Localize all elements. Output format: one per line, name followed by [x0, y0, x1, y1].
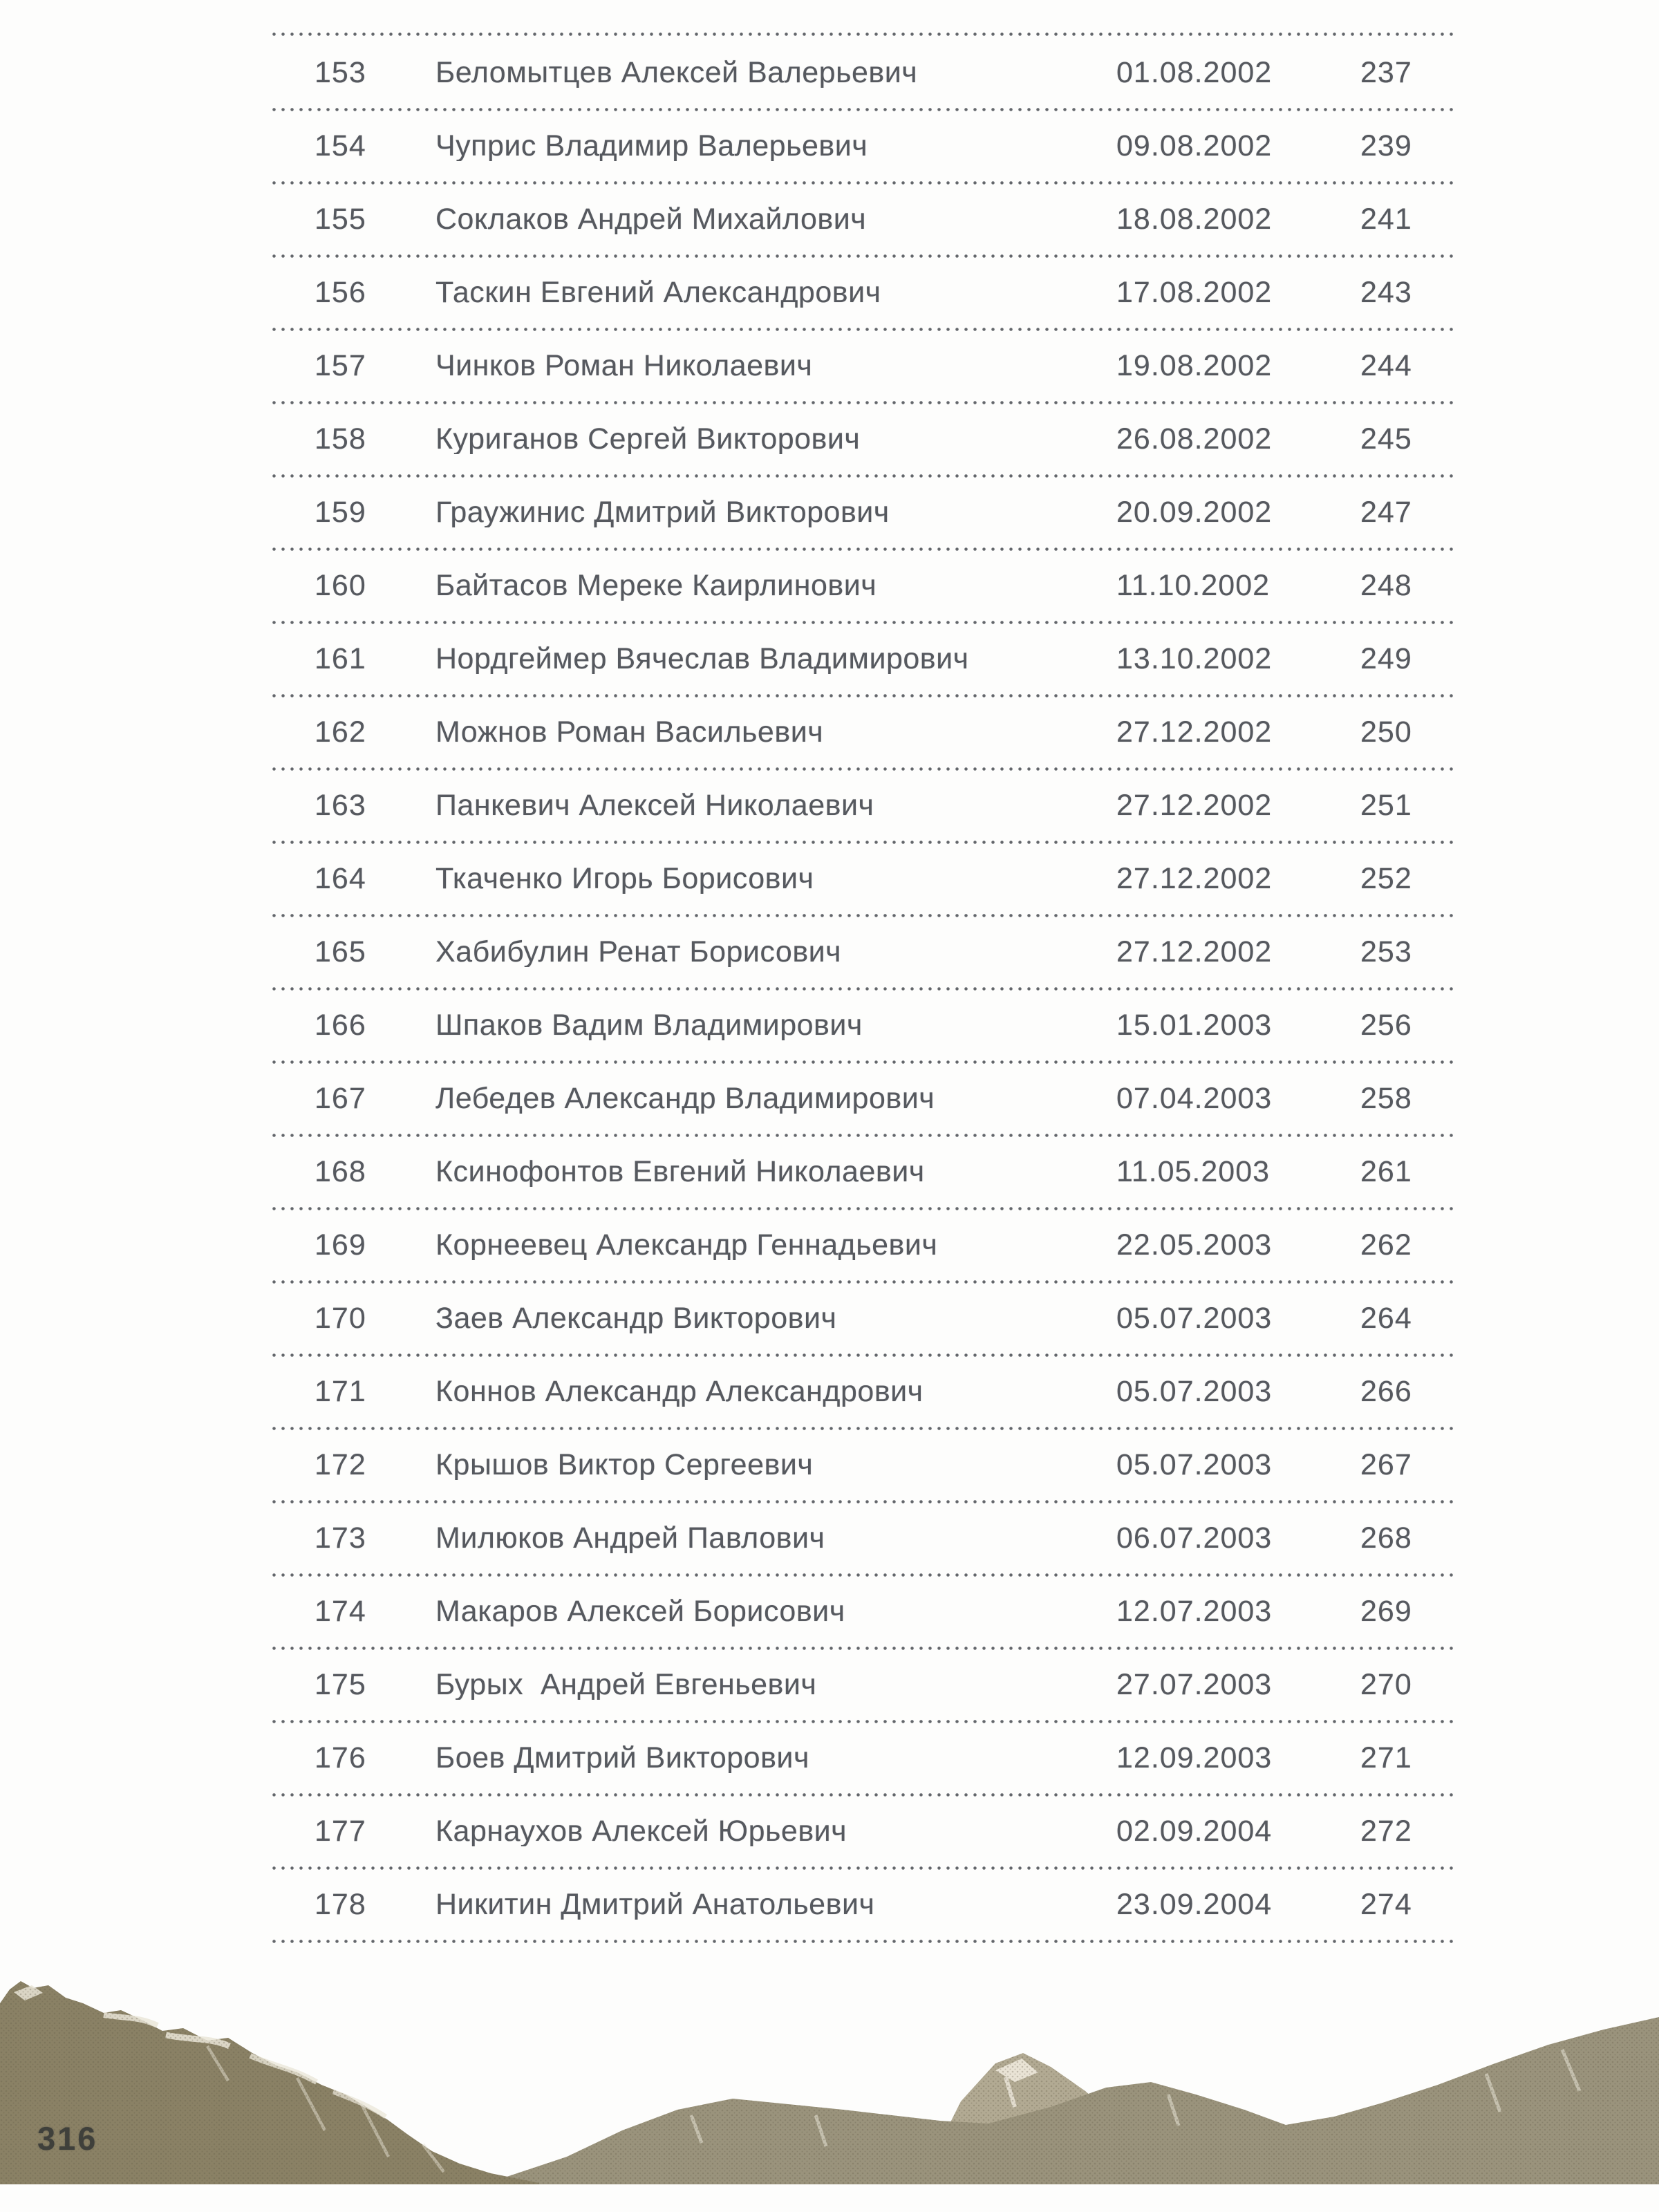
ascent-date: 27.12.2002 [1116, 788, 1273, 822]
row-number: 161 [315, 641, 366, 675]
table-row [270, 1428, 1455, 1501]
ascent-date: 20.09.2002 [1116, 495, 1273, 529]
row-number: 169 [315, 1228, 366, 1262]
mountain-landscape-photo [0, 1949, 1659, 2184]
certificate-number: 252 [1360, 861, 1412, 895]
table-row [270, 769, 1455, 842]
certificate-number: 258 [1360, 1081, 1412, 1115]
ascent-date: 07.04.2003 [1116, 1081, 1273, 1115]
certificate-number: 243 [1360, 275, 1412, 309]
table-row [270, 402, 1455, 476]
ascent-date: 22.05.2003 [1116, 1228, 1273, 1262]
row-number: 164 [315, 861, 366, 895]
certificate-number: 239 [1360, 129, 1412, 162]
table-row [270, 988, 1455, 1062]
row-number: 175 [315, 1667, 366, 1701]
certificate-number: 261 [1360, 1154, 1412, 1188]
row-number: 171 [315, 1374, 366, 1408]
table-row [270, 842, 1455, 915]
row-number: 163 [315, 788, 366, 822]
row-number: 172 [315, 1447, 366, 1481]
certificate-number: 256 [1360, 1008, 1412, 1042]
certificate-number: 251 [1360, 788, 1412, 822]
person-name: Чинков Роман Николаевич [435, 350, 813, 381]
person-name: Боев Дмитрий Викторович [435, 1743, 809, 1773]
certificate-number: 267 [1360, 1447, 1412, 1481]
person-name: Корнеевец Александр Геннадьевич [435, 1230, 938, 1260]
ascent-date: 27.07.2003 [1116, 1667, 1273, 1701]
table-row [270, 1794, 1455, 1868]
person-name: Ксинофонтов Евгений Николаевич [435, 1156, 925, 1187]
certificate-number: 274 [1360, 1887, 1412, 1921]
certificate-number: 266 [1360, 1374, 1412, 1408]
certificate-number: 241 [1360, 202, 1412, 236]
person-name: Байтасов Мереке Каирлинович [435, 570, 877, 601]
person-name: Лебедев Александр Владимирович [435, 1083, 935, 1114]
person-name: Заев Александр Викторович [435, 1303, 837, 1333]
table-row [270, 1575, 1455, 1648]
table-row [270, 915, 1455, 988]
table-row [270, 1282, 1455, 1355]
row-number: 159 [315, 495, 366, 529]
ascent-date: 12.09.2003 [1116, 1741, 1273, 1774]
person-name: Можнов Роман Васильевич [435, 717, 824, 747]
ascent-date: 15.01.2003 [1116, 1008, 1273, 1042]
row-number: 155 [315, 202, 366, 236]
ascent-date: 05.07.2003 [1116, 1447, 1273, 1481]
certificate-number: 247 [1360, 495, 1412, 529]
page-number: 316 [37, 2120, 98, 2157]
person-name: Коннов Александр Александрович [435, 1376, 924, 1407]
person-name: Панкевич Алексей Николаевич [435, 790, 874, 821]
table-row [270, 1868, 1455, 1941]
certificate-number: 253 [1360, 935, 1412, 968]
certificate-number: 269 [1360, 1594, 1412, 1628]
row-number: 173 [315, 1521, 366, 1555]
person-name: Ткаченко Игорь Борисович [435, 863, 814, 894]
members-table [270, 32, 1455, 1941]
row-number: 165 [315, 935, 366, 968]
person-name: Нордгеймер Вячеслав Владимирович [435, 644, 969, 674]
table-row [270, 1062, 1455, 1135]
person-name: Бурых Андрей Евгеньевич [435, 1669, 817, 1700]
row-number: 168 [315, 1154, 366, 1188]
ascent-date: 06.07.2003 [1116, 1521, 1273, 1555]
ascent-date: 09.08.2002 [1116, 129, 1273, 162]
table-row [270, 1721, 1455, 1794]
row-number: 170 [315, 1301, 366, 1335]
person-name: Милюков Андрей Павлович [435, 1523, 825, 1553]
certificate-number: 262 [1360, 1228, 1412, 1262]
table-row [270, 549, 1455, 622]
ascent-date: 18.08.2002 [1116, 202, 1273, 236]
certificate-number: 272 [1360, 1814, 1412, 1848]
certificate-number: 249 [1360, 641, 1412, 675]
ascent-date: 13.10.2002 [1116, 641, 1273, 675]
table-row [270, 1648, 1455, 1721]
person-name: Никитин Дмитрий Анатольевич [435, 1889, 875, 1920]
table-row [270, 256, 1455, 329]
row-number: 157 [315, 348, 366, 382]
person-name: Хабибулин Ренат Борисович [435, 937, 842, 967]
certificate-number: 248 [1360, 568, 1412, 602]
ascent-date: 01.08.2002 [1116, 55, 1273, 89]
table-row [270, 695, 1455, 769]
table-row [270, 182, 1455, 256]
certificate-number: 250 [1360, 715, 1412, 749]
table-row [270, 109, 1455, 182]
person-name: Соклаков Андрей Михайлович [435, 204, 867, 234]
certificate-number: 237 [1360, 55, 1412, 89]
table-row [270, 1355, 1455, 1428]
table-row [270, 1135, 1455, 1208]
table-row [270, 329, 1455, 402]
ascent-date: 27.12.2002 [1116, 715, 1273, 749]
person-name: Крышов Виктор Сергеевич [435, 1450, 814, 1480]
table-row [270, 476, 1455, 549]
person-name: Макаров Алексей Борисович [435, 1596, 845, 1627]
table-row [270, 1501, 1455, 1575]
ascent-date: 19.08.2002 [1116, 348, 1273, 382]
row-number: 162 [315, 715, 366, 749]
person-name: Таскин Евгений Александрович [435, 277, 881, 308]
ascent-date: 11.05.2003 [1116, 1154, 1271, 1188]
certificate-number: 271 [1360, 1741, 1412, 1774]
certificate-number: 245 [1360, 422, 1412, 456]
ascent-date: 11.10.2002 [1116, 568, 1271, 602]
row-number: 176 [315, 1741, 366, 1774]
certificate-number: 268 [1360, 1521, 1412, 1555]
ascent-date: 02.09.2004 [1116, 1814, 1273, 1848]
person-name: Куриганов Сергей Викторович [435, 424, 861, 454]
table-row [270, 622, 1455, 695]
ascent-date: 26.08.2002 [1116, 422, 1273, 456]
row-number: 153 [315, 55, 366, 89]
row-number: 166 [315, 1008, 366, 1042]
ascent-date: 12.07.2003 [1116, 1594, 1273, 1628]
row-number: 177 [315, 1814, 366, 1848]
certificate-number: 264 [1360, 1301, 1412, 1335]
ascent-date: 17.08.2002 [1116, 275, 1273, 309]
row-number: 178 [315, 1887, 366, 1921]
table-row [270, 36, 1455, 109]
certificate-number: 244 [1360, 348, 1412, 382]
person-name: Шпаков Вадим Владимирович [435, 1010, 863, 1040]
row-number: 154 [315, 129, 366, 162]
certificate-number: 270 [1360, 1667, 1412, 1701]
ascent-date: 23.09.2004 [1116, 1887, 1273, 1921]
row-number: 160 [315, 568, 366, 602]
row-number: 158 [315, 422, 366, 456]
person-name: Чуприс Владимир Валерьевич [435, 131, 868, 161]
ascent-date: 05.07.2003 [1116, 1374, 1273, 1408]
person-name: Беломытцев Алексей Валерьевич [435, 57, 918, 88]
ascent-date: 05.07.2003 [1116, 1301, 1273, 1335]
person-name: Граужинис Дмитрий Викторович [435, 497, 890, 527]
ascent-date: 27.12.2002 [1116, 861, 1273, 895]
row-number: 174 [315, 1594, 366, 1628]
row-number: 167 [315, 1081, 366, 1115]
row-number: 156 [315, 275, 366, 309]
person-name: Карнаухов Алексей Юрьевич [435, 1816, 847, 1846]
ascent-date: 27.12.2002 [1116, 935, 1273, 968]
table-row [270, 1208, 1455, 1282]
